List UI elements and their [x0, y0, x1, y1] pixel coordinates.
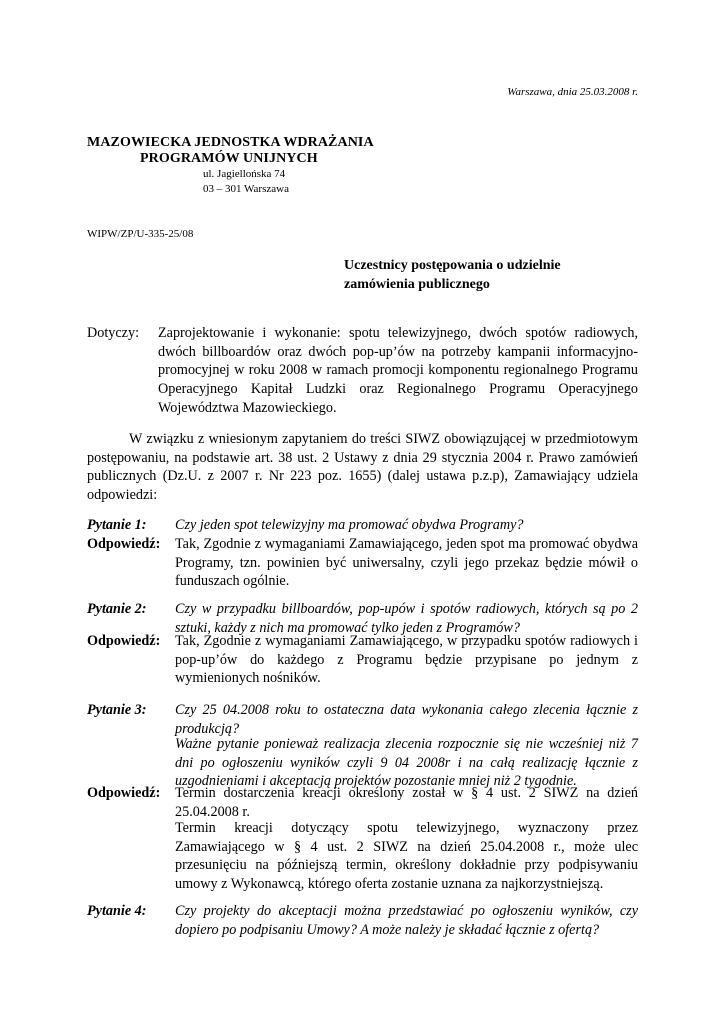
question-4-label: Pytanie 4: [87, 903, 147, 919]
answer-3-label: Odpowiedź: [87, 785, 161, 801]
question-2-text: Czy w przypadku billboardów, pop-upów i spotów radiowych, których są po 2 sztuki, każdy z nich ma promować tylko jeden z Programów? [175, 601, 638, 636]
question-2-label: Pytanie 2: [87, 601, 147, 617]
address-street: ul. Jagiellońska 74 [203, 168, 286, 180]
answer-2-label: Odpowiedź: [87, 633, 161, 649]
subject-label: Dotyczy: [87, 325, 140, 341]
question-3-extra: Ważne pytanie ponieważ realizacja zlecenia rozpocznie się nie wcześniej niż 7 dni po ogłoszeniu wyników czyli 9 04 2008r i na całą realizację łącznie z uzgodnieniami i akceptacją projektów pozostanie mniej niż 2 tygodnie. [175, 736, 638, 790]
question-4-text: Czy projekty do akceptacji można przedstawiać po ogłoszeniu wyników, czy dopiero po podpisaniu Umowy? A może należy je składać łącznie z ofertą? [175, 903, 638, 938]
recipient: Uczestnicy postępowania o udzielnie zamówienia publicznego [344, 258, 561, 292]
answer-3-extra: Termin kreacji dotyczący spotu telewizyjnego, wyznaczony przez Zamawiającego w § 4 ust. 2 SIWZ na dzień 25.04.2008 r., może ulec przesunięciu na późniejszą termin, określony dokładnie przy podpisywaniu umowy z Wykonawcą, którego oferta zostanie uznana za najkorzystniejszą. [175, 820, 638, 893]
answer-1-label: Odpowiedź: [87, 536, 161, 552]
answer-2-text: Tak, Zgodnie z wymaganiami Zamawiającego, w przypadku spotów radiowych i pop-up’ów do każdego z Programu będzie przypisane po jednym z wymienionych nośników. [175, 633, 638, 687]
subject-text: Zaprojektowanie i wykonanie: spotu telewizyjnego, dwóch spotów radiowych, dwóch billboardów oraz dwóch pop-up’ów na potrzeby kampanii informacyjno-promocyjnej w roku 2008 w ramach promocji komponentu regionalnego Programu Operacyjnego Kapitał Ludzki oraz Regionalnego Programu Operacyjnego Województwa Mazowieckiego. [158, 325, 638, 416]
question-1-label: Pytanie 1: [87, 517, 147, 533]
answer-1-text: Tak, Zgodnie z wymaganiami Zamawiającego, jeden spot ma promować obydwa Programy, tzn. powinien być uniwersalny, czyli jego przekaz będzie mówił o funduszach ogólnie. [175, 536, 638, 590]
question-3-label: Pytanie 3: [87, 702, 147, 718]
answer-3-text: Termin dostarczenia kreacji określony został w § 4 ust. 2 SIWZ na dzień 25.04.2008 r. [175, 785, 638, 820]
question-3-text: Czy 25 04.2008 roku to ostateczna data wykonania całego zlecenia łącznie z produkcją? [175, 702, 638, 737]
organization-name-line2: PROGRAMÓW UNIJNYCH [140, 151, 318, 166]
document-date: Warszawa, dnia 25.03.2008 r. [507, 86, 638, 98]
organization-name-line1: MAZOWIECKA JEDNOSTKA WDRAŻANIA [87, 135, 374, 150]
question-1-text: Czy jeden spot telewizyjny ma promować obydwa Programy? [175, 517, 524, 533]
address-city: 03 – 301 Warszawa [203, 183, 289, 195]
intro-paragraph: W związku z wniesionym zapytaniem do treści SIWZ obowiązującej w przedmiotowym postępowaniu, na podstawie art. 38 ust. 2 Ustawy z dnia 29 stycznia 2004 r. Prawo zamówień publicznych (Dz.U. z 2007 r. Nr 223 poz. 1655) (dalej ustawa p.z.p), Zamawiający udziela odpowiedzi: [87, 431, 638, 504]
reference-number: WIPW/ZP/U-335-25/08 [87, 228, 194, 240]
